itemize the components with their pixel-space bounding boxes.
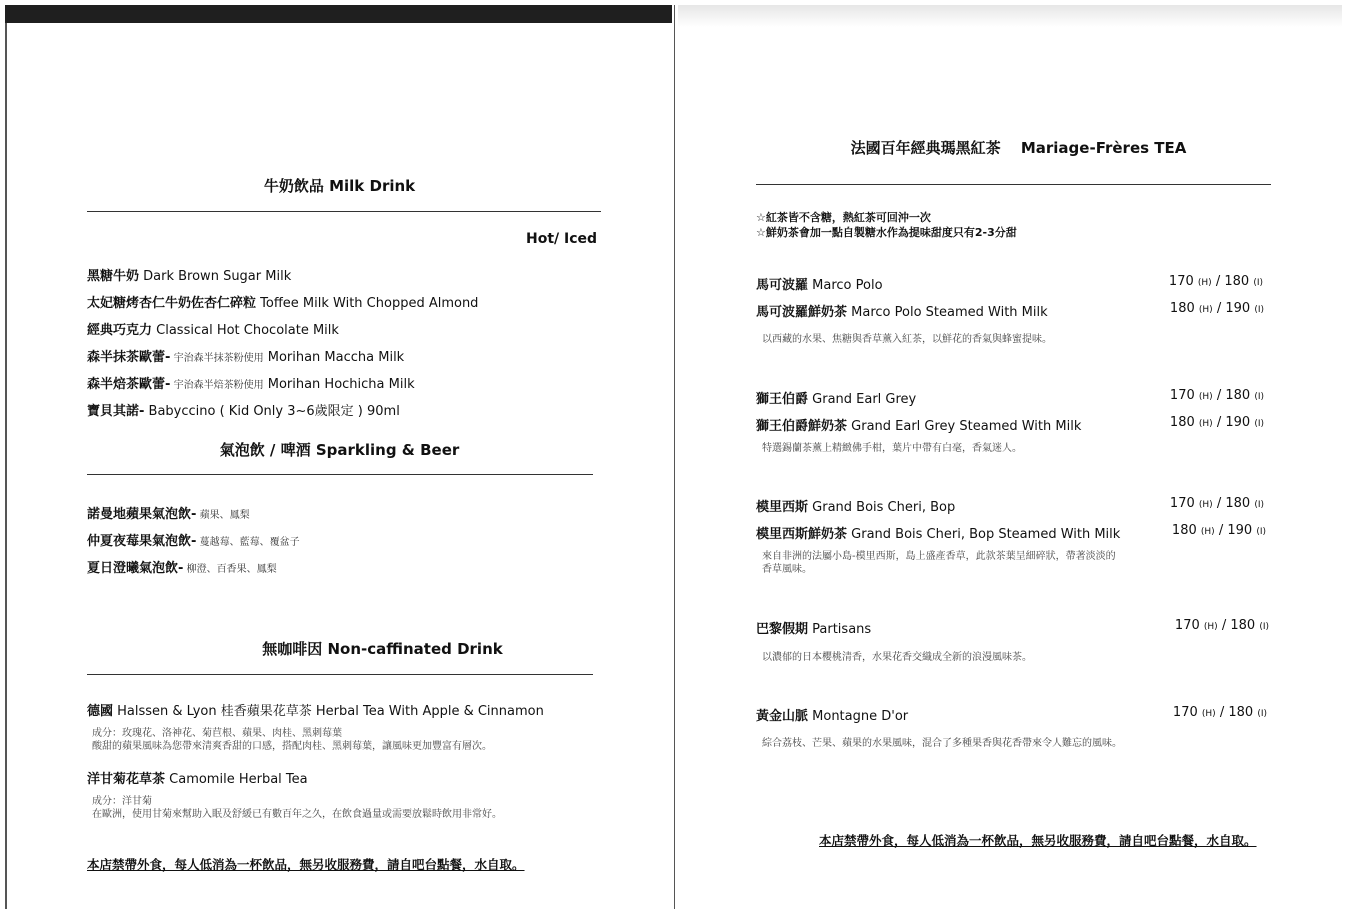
unit-iced: (I)	[1254, 500, 1264, 510]
item-name-en: Camomile Herbal Tea	[165, 772, 308, 787]
unit-iced: (I)	[1256, 527, 1266, 537]
price-hot: 170	[1174, 618, 1200, 633]
menu-item	[87, 265, 291, 284]
item-name-en: Grand Earl Grey Steamed With Milk	[847, 419, 1082, 434]
item-name-zh: 洋甘菊花草茶	[87, 772, 166, 787]
unit-hot: (H)	[1198, 419, 1213, 429]
tea-item	[756, 523, 1120, 542]
item-price	[1169, 274, 1263, 289]
section-rule	[87, 674, 593, 675]
item-name-zh: 黑糖牛奶	[87, 269, 140, 284]
item-price	[1170, 415, 1264, 430]
price-iced: 190	[1225, 415, 1251, 430]
item-name-en: Dark Brown Sugar Milk	[139, 269, 292, 284]
price-iced: 180	[1225, 496, 1251, 511]
tea-note-2: ☆鮮奶茶會加一點自製糖水作為提味甜度只有2-3分甜	[756, 226, 1017, 239]
item-name-zh: 巴黎假期	[756, 622, 809, 637]
item-name-en: Toffee Milk With Chopped Almond	[256, 296, 479, 311]
item-note: 蘋果、鳳梨	[196, 510, 250, 521]
price-hot: 180	[1171, 523, 1197, 538]
item-name-en: Classical Hot Chocolate Milk	[152, 323, 339, 338]
item-name-en: Marco Polo Steamed With Milk	[847, 305, 1048, 320]
unit-hot: (H)	[1203, 622, 1218, 632]
section-rule	[756, 184, 1271, 185]
item-ingredients: 成分：洋甘菊	[92, 796, 152, 807]
section-title-noncaffeinated: 無咖啡因 Non-caffinated Drink	[262, 640, 503, 658]
item-note: 蔓越莓、藍莓、覆盆子	[196, 537, 300, 548]
page-top-bar	[5, 5, 672, 23]
menu-item	[87, 373, 415, 392]
item-name-en: Babyccino ( Kid Only 3~6歲限定 ) 90ml	[144, 404, 400, 419]
tea-description-earl-grey: 特選錫蘭茶薰上精緻佛手柑，葉片中帶有白毫，香氣迷人。	[762, 443, 1022, 454]
menu-item	[87, 530, 300, 549]
tea-item	[756, 496, 955, 515]
item-name-zh: 模里西斯鮮奶茶	[756, 527, 848, 542]
menu-item	[87, 768, 308, 787]
item-name-zh: 太妃糖烤杏仁牛奶佐杏仁碎粒	[87, 296, 257, 311]
item-name-en: Marco Polo	[808, 278, 883, 293]
unit-hot: (H)	[1198, 305, 1213, 315]
tea-item	[756, 274, 883, 293]
page-border	[5, 23, 7, 909]
menu-item	[87, 700, 544, 719]
unit-iced: (I)	[1259, 622, 1269, 632]
menu-item	[87, 400, 400, 419]
item-ingredients: 成分：玫瑰花、洛神花、菊苣根、蘋果、肉桂、黑刺莓葉	[92, 728, 342, 739]
item-name-en: Morihan Maccha Milk	[263, 350, 405, 365]
page-top-shade	[678, 5, 1342, 27]
unit-hot: (H)	[1198, 500, 1213, 510]
item-description: 在歐洲，使用甘菊來幫助入眠及舒緩已有數百年之久，在飲食過量或需要放鬆時飲用非常好。	[92, 809, 502, 820]
item-name-zh: 諾曼地蘋果氣泡飲-	[87, 507, 197, 522]
item-name-en: Grand Bois Cheri, Bop	[808, 500, 956, 515]
price-separator: /	[1215, 705, 1229, 720]
item-note: 宇治森半抹茶粉使用	[170, 353, 264, 364]
item-name-zh: 森半抹茶歐蕾-	[87, 350, 171, 365]
tea-note-1: ☆紅茶皆不含糖，熱紅茶可回沖一次	[756, 211, 931, 224]
price-separator: /	[1217, 618, 1231, 633]
column-header-hot-iced: Hot/ Iced	[526, 231, 598, 247]
tea-description-partisans: 以濃郁的日本櫻桃清香，水果花香交織成全新的浪漫風味茶。	[762, 652, 1032, 663]
price-iced: 180	[1225, 388, 1251, 403]
unit-iced: (I)	[1254, 392, 1264, 402]
item-name-zh: 模里西斯	[756, 500, 809, 515]
item-name-en: Grand Earl Grey	[808, 392, 917, 407]
item-name-en: Morihan Hochicha Milk	[263, 377, 415, 392]
price-separator: /	[1212, 388, 1226, 403]
tea-item	[756, 705, 908, 724]
item-name-zh: 森半焙茶歐蕾-	[87, 377, 171, 392]
item-price	[1173, 705, 1267, 720]
price-hot: 170	[1169, 496, 1195, 511]
unit-hot: (H)	[1198, 392, 1213, 402]
unit-iced: (I)	[1253, 278, 1263, 288]
unit-hot: (H)	[1197, 278, 1212, 288]
price-separator: /	[1212, 301, 1226, 316]
tea-description-bois-cheri-cont: 香草風味。	[762, 564, 812, 575]
tea-description-montagne: 綜合荔枝、芒果、蘋果的水果風味，混合了多種果香與花香帶來令人難忘的風味。	[762, 738, 1122, 749]
price-iced: 180	[1224, 274, 1250, 289]
item-name-en: Grand Bois Cheri, Bop Steamed With Milk	[847, 527, 1121, 542]
price-hot: 170	[1169, 388, 1195, 403]
menu-item	[87, 346, 404, 365]
footer-notice-right: 本店禁帶外食，每人低消為一杯飲品，無另收服務費，請自吧台點餐，水自取。	[819, 833, 1257, 848]
section-title-mariage-freres: 法國百年經典瑪黑紅茶 Mariage-Frères TEA	[850, 139, 1187, 157]
tea-item	[756, 301, 1048, 320]
item-name-zh: 德國	[87, 704, 114, 719]
menu-item	[87, 319, 339, 338]
item-name-zh: 黃金山脈	[756, 709, 809, 724]
unit-hot: (H)	[1201, 709, 1216, 719]
item-name-en: Halssen & Lyon 桂香蘋果花草茶 Herbal Tea With Apple & Cinnamon	[113, 704, 544, 719]
price-hot: 170	[1168, 274, 1194, 289]
price-iced: 190	[1225, 301, 1251, 316]
item-name-zh: 馬可波羅鮮奶茶	[756, 305, 848, 320]
item-price	[1170, 388, 1264, 403]
price-iced: 190	[1227, 523, 1253, 538]
item-note: 柳澄、百香果、鳳梨	[183, 564, 277, 575]
price-hot: 170	[1172, 705, 1198, 720]
price-separator: /	[1214, 523, 1228, 538]
section-rule	[87, 474, 593, 475]
menu-item	[87, 557, 277, 576]
item-price	[1172, 523, 1266, 538]
tea-item	[756, 388, 916, 407]
item-price	[1170, 496, 1264, 511]
item-note: 宇治森半焙茶粉使用	[170, 380, 264, 391]
unit-iced: (I)	[1254, 305, 1264, 315]
item-name-zh: 夏日澄曦氣泡飲-	[87, 561, 184, 576]
item-name-en: Partisans	[808, 622, 872, 637]
unit-iced: (I)	[1257, 709, 1267, 719]
item-name-zh: 馬可波羅	[756, 278, 809, 293]
menu-item	[87, 292, 478, 311]
tea-item	[756, 415, 1081, 434]
price-iced: 180	[1228, 705, 1254, 720]
tea-item	[756, 618, 871, 637]
item-name-zh: 經典巧克力	[87, 323, 153, 338]
price-separator: /	[1212, 496, 1226, 511]
section-title-sparkling: 氣泡飲 / 啤酒 Sparkling & Beer	[219, 441, 460, 459]
item-name-zh: 仲夏夜莓果氣泡飲-	[87, 534, 197, 549]
price-hot: 180	[1169, 301, 1195, 316]
tea-description-bois-cheri: 來自非洲的法屬小島-模里西斯，島上盛產香草，此款茶葉呈細碎狀，帶著淡淡的	[762, 551, 1116, 562]
item-name-zh: 獅王伯爵	[756, 392, 809, 407]
tea-description-marco-polo: 以西藏的水果、焦糖與香草薰入紅茶，以鮮花的香氣與蜂蜜提味。	[762, 334, 1052, 345]
price-iced: 180	[1230, 618, 1256, 633]
unit-iced: (I)	[1254, 419, 1264, 429]
item-description: 酸甜的蘋果風味為您帶來清爽香甜的口感，搭配肉桂、黑刺莓葉，讓風味更加豐富有層次。	[92, 741, 492, 752]
item-price	[1170, 301, 1264, 316]
menu-item	[87, 503, 250, 522]
section-title-milk: 牛奶飲品 Milk Drink	[263, 177, 416, 195]
section-rule	[87, 211, 601, 212]
item-price	[1175, 618, 1269, 633]
item-name-en: Montagne D'or	[808, 709, 909, 724]
price-separator: /	[1212, 415, 1226, 430]
item-name-zh: 寶貝其諾-	[87, 404, 145, 419]
footer-notice: 本店禁帶外食，每人低消為一杯飲品，無另收服務費，請自吧台點餐，水自取。	[87, 857, 525, 872]
unit-hot: (H)	[1200, 527, 1215, 537]
price-separator: /	[1211, 274, 1225, 289]
item-name-zh: 獅王伯爵鮮奶茶	[756, 419, 848, 434]
price-hot: 180	[1169, 415, 1195, 430]
